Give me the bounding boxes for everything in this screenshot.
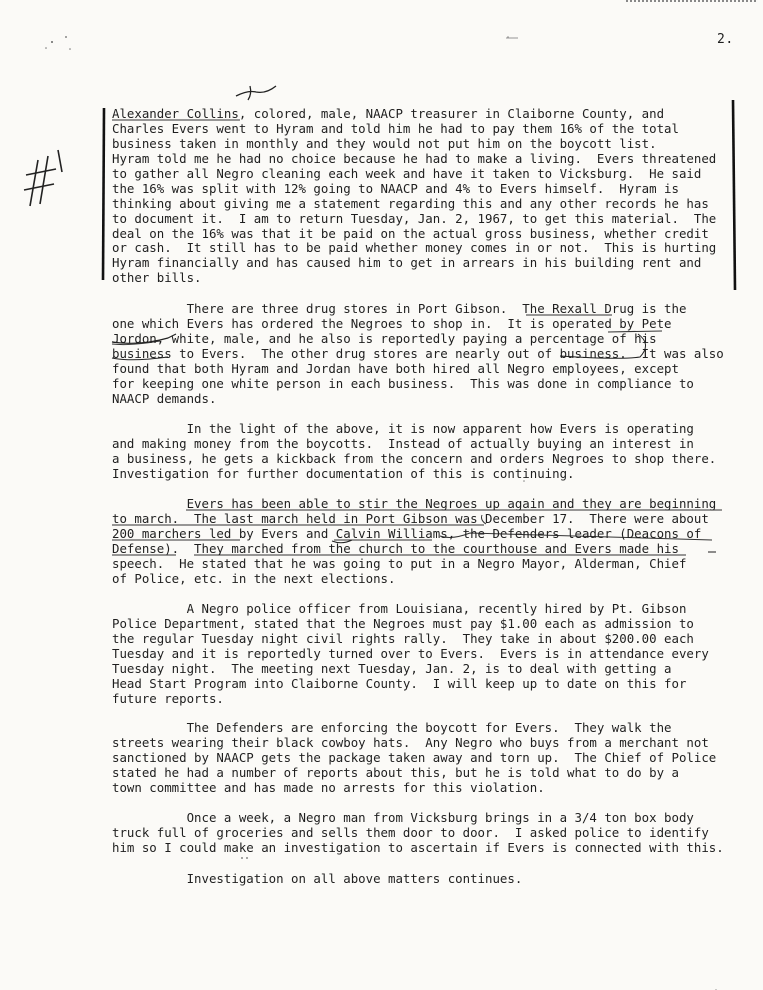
paragraph-7 <box>112 811 724 856</box>
text-line: A Negro police officer from Louisiana, recently hired by Pt. Gibson <box>112 601 687 616</box>
text-line: of Police, etc. in the next elections. <box>112 570 396 586</box>
text-line: Jordon, white, male, and he also is reportedly paying a percentage of his <box>112 330 657 346</box>
text-line: speech. He stated that he was going to put in a Negro Mayor, Alderman, Chief <box>112 555 687 571</box>
text-line: The Defenders are enforcing the boycott for Evers. They walk the <box>112 720 672 735</box>
text-line: the regular Tuesday night civil rights rally. They take in about $200.00 each <box>112 630 694 646</box>
text-line: Tuesday night. The meeting next Tuesday, Jan. 2, is to deal with getting a <box>112 660 672 676</box>
text-line: sanctioned by NAACP gets the package taken away and torn up. The Chief of Police <box>112 749 717 765</box>
paragraph-5 <box>112 602 724 707</box>
text-line: other bills. <box>112 270 202 286</box>
text-line: to gather all Negro cleaning each week and have it taken to Vicksburg. He said <box>112 165 702 181</box>
text-line: stated he had a number of reports about this, but he is told what to do by a <box>112 764 679 780</box>
text-line: Investigation for further documentation of this is continuing. <box>112 465 575 481</box>
text-line: There are three drug stores in Port Gibson. The Rexall Drug is the <box>112 301 687 316</box>
paragraph-3 <box>112 422 724 482</box>
paragraph-6 <box>112 721 724 796</box>
text-line: found that both Hyram and Jordan have both hired all Negro employees, except <box>112 360 679 376</box>
text-line: Evers has been able to stir the Negroes up again and they are beginning <box>112 496 717 511</box>
text-line: business to Evers. The other drug stores are nearly out of business. It was also <box>112 345 724 361</box>
text-line: future reports. <box>112 690 224 706</box>
text-line: Hyram told me he had no choice because he had to make a living. Evers threatened <box>112 150 717 166</box>
text-line: Alexander Collins, colored, male, NAACP treasurer in Claiborne County, and <box>112 106 665 121</box>
text-line: 200 marchers led by Evers and Calvin Williams, the Defenders leader (Deacons of <box>112 525 702 541</box>
text-line: or cash. It still has to be paid whether money comes in or not. This is hurting <box>112 240 717 256</box>
text-line: to document it. I am to return Tuesday, Jan. 2, 1967, to get this material. The <box>112 210 717 226</box>
text-line: Tuesday and it is reportedly turned over to Evers. Evers is in attendance every <box>112 645 709 661</box>
text-line: Head Start Program into Claiborne County. I will keep up to date on this for <box>112 675 687 691</box>
text-line: thinking about giving me a statement regarding this and any other records he has <box>112 195 709 211</box>
text-line: a business, he gets a kickback from the concern and orders Negroes to shop there. <box>112 450 717 466</box>
text-line: town committee and has made no arrests for this violation. <box>112 779 545 795</box>
text-line: deal on the 16% was that it be paid on the actual gross business, whether credit <box>112 225 709 241</box>
margin-hash-icon <box>24 150 62 206</box>
page-number: 2. <box>717 32 734 47</box>
text-line: one which Evers has ordered the Negroes to shop in. It is operated by Pete <box>112 315 672 331</box>
text-line: him so I could make an investigation to ascertain if Evers is connected with this. <box>112 839 724 855</box>
text-line: Once a week, a Negro man from Vicksburg brings in a 3/4 ton box body <box>112 810 694 825</box>
text-line: Defense). They marched from the church to the courthouse and Evers made his <box>112 540 679 556</box>
text-line: the 16% was split with 12% going to NAACP and 4% to Evers himself. Hyram is <box>112 180 679 196</box>
text-line: NAACP demands. <box>112 390 217 406</box>
text-line: Charles Evers went to Hyram and told him he had to pay them 16% of the total <box>112 120 679 136</box>
text-line: business taken in monthly and they would not put him on the boycott list. <box>112 135 657 151</box>
text-line: and making money from the boycotts. Instead of actually buying an interest in <box>112 435 694 451</box>
paragraph-1 <box>112 107 724 286</box>
paragraph-8 <box>112 872 724 887</box>
text-line: for keeping one white person in each business. This was done in compliance to <box>112 375 694 391</box>
text-line: streets wearing their black cowboy hats. Any Negro who buys from a merchant not <box>112 734 709 750</box>
paragraph-2 <box>112 302 724 407</box>
text-line: Hyram financially and has caused him to get in arrears in his building rent and <box>112 255 702 271</box>
text-line: to march. The last march held in Port Gibson was December 17. There were about <box>112 510 709 526</box>
text-line: In the light of the above, it is now apparent how Evers is operating <box>112 421 694 436</box>
paragraph-4 <box>112 497 724 587</box>
text-line: truck full of groceries and sells them door to door. I asked police to identify <box>112 824 709 840</box>
text-line: Police Department, stated that the Negroes must pay $1.00 each as admission to <box>112 615 694 631</box>
text-line: Investigation on all above matters continues. <box>112 871 523 886</box>
